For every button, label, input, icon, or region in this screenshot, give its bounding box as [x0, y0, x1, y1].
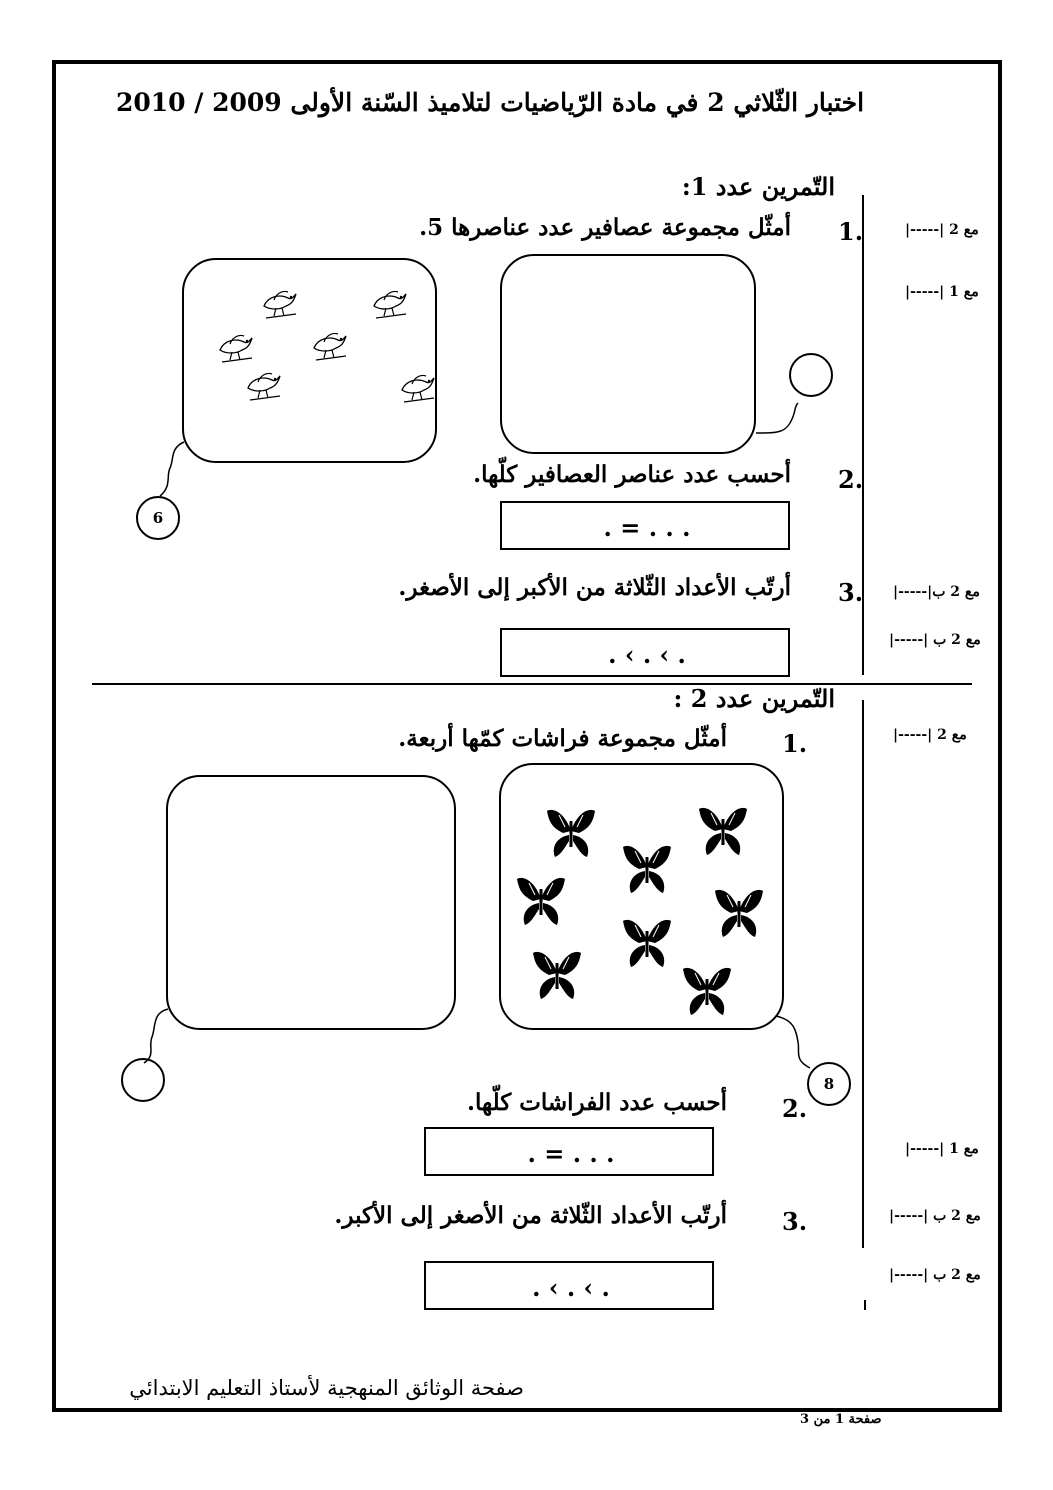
bird-icon	[220, 335, 252, 362]
ex1-q2-text: أحسب عدد عناصر العصافير كلّها.	[473, 461, 791, 488]
mark-ex2-q2: مع 1 |-----|	[905, 1141, 979, 1157]
bird-icon	[248, 373, 280, 400]
ex1-q3-answer-box[interactable]	[500, 628, 790, 677]
exercise-1-heading: التّمرين عدد 1:	[681, 172, 835, 201]
ex1-q3-answer: . ‹ . ‹ .	[608, 640, 686, 669]
mark-ex1-q1b: مع 1 |-----|	[905, 284, 979, 300]
butterfly-icon	[547, 810, 595, 857]
butterfly-icon	[699, 808, 747, 855]
exercise-2-heading: التّمرين عدد 2 :	[673, 684, 835, 713]
butterfly-icon	[623, 846, 671, 893]
footer-text: صفحة الوثائق المنهجية لأستاذ التعليم الابتدائي	[129, 1376, 524, 1400]
draw-birds-box[interactable]	[500, 254, 756, 454]
bird-icon	[314, 333, 346, 360]
page-title: اختبار الثّلاثي 2 في مادة الرّياضيات لتلاميذ السّنة الأولى 2009 / 2010	[115, 88, 865, 117]
ex1-q3-number: 3.	[838, 578, 864, 607]
bird-icon	[264, 291, 296, 318]
draw-butterflies-box[interactable]	[166, 775, 456, 1030]
mark-ex1-q1: مع 2 |-----|	[905, 222, 979, 238]
ex2-q2-answer-box[interactable]	[424, 1127, 714, 1176]
page-number: صفحة 1 من 3	[800, 1412, 882, 1427]
ex2-q3-answer-box[interactable]	[424, 1261, 714, 1310]
ex2-q2-number: 2.	[782, 1094, 808, 1123]
ex1-q1-number: 1.	[838, 217, 864, 246]
draw-birds-count-circle[interactable]	[789, 353, 833, 397]
butterfly-icon	[623, 920, 671, 967]
ex2-q2-text: أحسب عدد الفراشات كلّها.	[467, 1089, 727, 1116]
ex1-q2-answer-box[interactable]	[500, 501, 790, 550]
mark-ex2-q3: مع 2 ب |-----|	[889, 1208, 981, 1224]
butterfly-icon	[517, 878, 565, 925]
section-divider	[92, 683, 972, 685]
ex2-q3-number: 3.	[782, 1207, 808, 1236]
bird-icon	[374, 291, 406, 318]
mark-ex2-q3b: مع 2 ب |-----|	[889, 1267, 981, 1283]
butterflies-set-box	[499, 763, 784, 1030]
draw-butterflies-count-circle[interactable]	[121, 1058, 165, 1102]
birds-count-circle: 6	[136, 496, 180, 540]
butterflies-set-tail	[770, 1010, 820, 1070]
bird-icon	[402, 375, 434, 402]
ex2-q1-number: 1.	[782, 729, 808, 758]
butterflies-illustration	[501, 765, 782, 1028]
margin-tick	[864, 1300, 866, 1310]
margin-separator-bottom	[862, 700, 864, 1248]
ex1-q3-text: أرتّب الأعداد الثّلاثة من الأكبر إلى الأصغر.	[398, 574, 791, 601]
ex2-q2-answer: . = . . .	[527, 1139, 615, 1168]
ex2-q1-text: أمثّل مجموعة فراشات كمّها أربعة.	[398, 725, 727, 752]
birds-set-tail	[150, 440, 200, 500]
butterflies-count-circle: 8	[807, 1062, 851, 1106]
butterfly-icon	[715, 890, 763, 937]
draw-birds-tail	[748, 395, 808, 440]
mark-ex1-q3b: مع 2 ب |-----|	[889, 632, 981, 648]
draw-butterflies-tail	[128, 1005, 178, 1065]
ex1-q1-text: أمثّل مجموعة عصافير عدد عناصرها 5.	[419, 214, 791, 241]
birds-set-box	[182, 258, 437, 463]
butterfly-icon	[533, 952, 581, 999]
ex1-q2-answer: . = . . .	[603, 513, 691, 542]
ex2-q3-text: أرتّب الأعداد الثّلاثة من الأصغر إلى الأكبر.	[334, 1202, 727, 1229]
birds-illustration	[184, 260, 435, 461]
mark-ex2-q1: مع 2 |-----|	[893, 727, 967, 743]
butterfly-icon	[683, 968, 731, 1015]
mark-ex1-q3: مع 2 ب|-----|	[893, 584, 980, 600]
ex2-q3-answer: . ‹ . ‹ .	[532, 1273, 610, 1302]
ex1-q2-number: 2.	[838, 465, 864, 494]
